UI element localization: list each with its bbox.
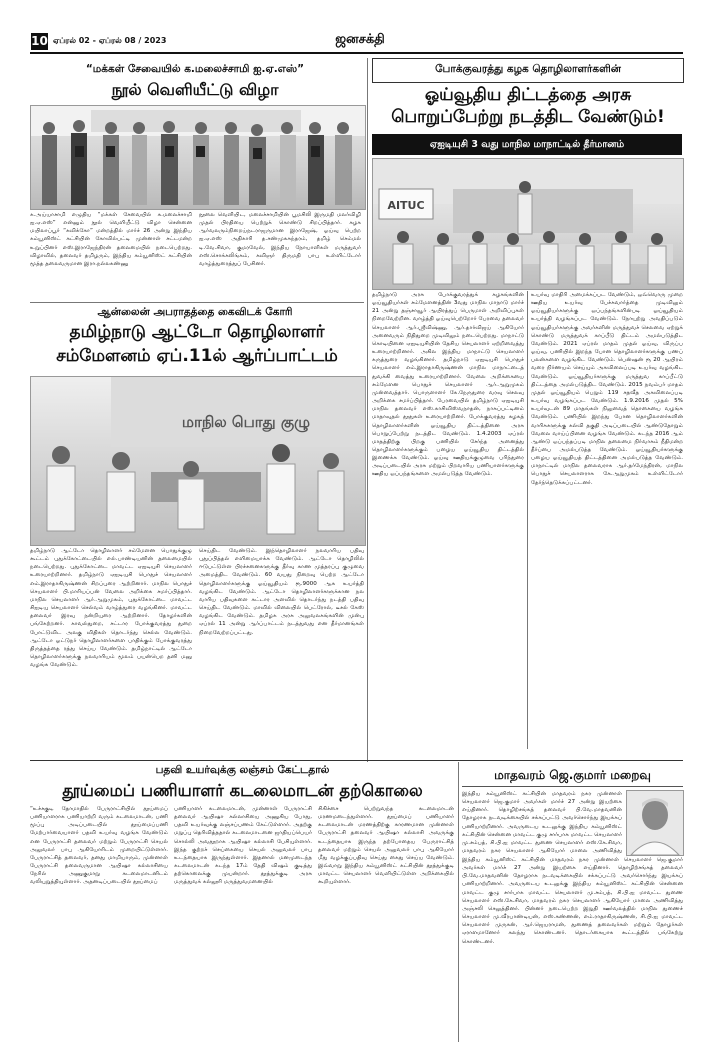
page-number: 10 — [31, 34, 48, 48]
story5-body-continued: இந்திய கம்யூனிஸ்ட் கட்சியின் மாதவரம் நகர முன்னாள் செயலாளர் ஜெ.குமார் அவர்கள் மார்ச் 27 அன்று இயற்கை எய்தினார். தொழிற்சங்கத் தலைவர் பி.வே.மாதவனின் தோழராக நடவடிக்கையில் சக்கப்பட்டு அவர்சொர்ந்து இயக்கப் பணியாற்றினார். அவருடைய உடலுக்கு இந்திய கம்யூனிஸ்ட் கட்சியின் சென்னை மாவட்ட குழு சார்பாக மாவட்ட செயலாளர் மு.சம்பத், சி.பி.ஐ மாவட்ட துணை செயலாளர் எஸ்.கே.சிவா, மாதவரம் நகர செயலாளர் ஆகியோர் மாலை அணிவித்து அஞ்சலி செலுத்தினர். பின்னர் நடைபெற்ற இறுதி ஊர்வலத்தில் மாநில துணைச் செயலாளர் மு.வீரபாண்டியன், எஸ்.கண்ணன், எம்.ராதாகிருஷ்ணன், சி.பி.ஐ மாவட்ட செயலாளர் முருகன், ஆர்.ஜெயராமன், துணைத் தலைவர்கள் மற்றும் தோழர்கள் ஏராளமானோர் கலந்து கொண்டனர். தொடர்கையாக கூட்டத்தில் பங்கேற்று கொண்டனர். — [462, 857, 683, 945]
story4-col3: சிகிச்சை பெற்றுவந்த கடலைமாடன் மரணமடைந்துள்ளார். தூய்மைப் பணியாளர் கடலைமாடன் மரணத்திற்கு காரணமான முன்னாள் பேருராட்சி தலைவர் ஆயிஷா கல்லாசி அவருக்கு உடந்தையாக இருந்த தற்போதைய பேருராட்சித் தலைவர் மற்றும் செயல் அலுவலர் பாபு ஆகியோர் மீது வழக்குப்பதிவு செய்து கைது செய்ய வேண்டும். இவ்வாறு இந்திய கம்யூனிஸ்ட் கட்சியின் தூத்துக்குடி மாவட்ட செயலாளர் வெளியிட்டுள்ள அறிக்கையில் கூறியுள்ளார். — [318, 806, 454, 886]
story2-banner: ஏஐடியுசி 3 வது மாநில மாநாட்டில் தீர்மானம் — [372, 134, 682, 155]
story3-headline-line1: தமிழ்நாடு ஆட்டோ தொழிலாளர் — [69, 322, 325, 342]
story3-headline-line2: சம்மேளனம் ஏப்.11ல் ஆர்ப்பாட்டம் — [56, 346, 338, 366]
conference-photo — [372, 158, 684, 290]
story4-kicker: பதவி உயர்வுக்கு லஞ்சம் கேட்டதால் — [155, 764, 330, 776]
obituary-portrait — [626, 790, 684, 856]
masthead: ஜனசக்தி — [335, 32, 385, 47]
story3-col1: தமிழ்நாடு ஆட்டோ தொழிலாளர் சம்மேளன பொதுக்குழு கூட்டம் புதுக்கோட்டையில் எல்.பாண்டியனின் தலைமையில் நடைபெற்றது. புதுக்கோட்டை மாவட்ட ஏஐடியுசி செயலாளர் உரையாற்றினார். தமிழ்நாடு ஏஐடியுசி பொதுச் செயலாளர் எம்.இராதாகிருஷ்ணன் சிறப்புரை ஆற்றினார். மாநில பொதுச் செயலாளர் பி.மாரியப்பன் வேலை அறிக்கை சமர்ப்பித்தார். மாநில செயலாளர் ஆர்.ஆறுமுகம், புதுக்கோட்டை மாவட்ட சிஐடியு செயலாளர் செல்வம் வாழ்த்துரை வழங்கினர். மாவட்ட தலைவர் இரவு நன்றியுரை ஆற்றினார். தோழர்களின் பங்கேற்றனர். காவல்துறை, சட்டார போக்குவரத்து துறை போட்டுவிட அலகு விதிகள் தொடர்ந்து செல்ல வேண்டும். ஆட்டோ ஓட்டுநர் தொழிலாளர்களை பாதிக்கும் போக்குவரத்து திருத்தத்தை ரத்து செய்ய வேண்டும். தமிழ்நாட்டில் ஆட்டோ தொழிலாளர்களுக்கு நலவாரியம் மூலம் பயன்பெற தனி மனு வழங்க வேண்டும். — [30, 548, 192, 669]
story4-headline: தூய்மைப் பணியாளர் கடலைமாடன் தற்கொலை — [62, 781, 423, 800]
story5-headline: மாதவரம் ஜெ.குமார் மறைவு — [462, 764, 683, 787]
story1-body-left: க.அய்யாசாமி எழுதிய “மக்கள் சேவையில் க.மலைச்சாமி ஐ.ஏ.எஸ்” என்னும் நூல் வெளியீட்டு விழா சென்னை மயிலாப்பூர் “கவிக்கோ” மன்றத்தில் மார்ச் 26 அன்று இந்திய கம்யூனிஸ்ட் கட்சியின் கோவில்பட்டி முன்னாள் சட்டமன்ற உறுப்பினர் எஸ்.இராஜேந்திரன் தலைமையில் நடைபெற்றது. விழாவில், தலைவர் தமிழரும், இந்திய கம்யூனிஸ்ட் கட்சியின் மூத்த தலைவருமான இரா.நல்லகண்ணு — [30, 212, 192, 267]
story3-col2: செய்திட வேண்டும். இந்தொழிலாளர் நலவாரிய பதிவு புதுப்பித்தல் எளிமையாக்க வேண்டும். ஆட்டோ தொழிலில் ஈடுபட்டுள்ள பிரச்சனைகளுக்கு தீர்வு காண முத்தரப்பு குழுவை அமைத்திட வேண்டும். 60 வயது நிறைவு பெற்ற ஆட்டோ தொழிலாளர்களுக்கு ஓய்வூதியம் ரூ.9000 ஆக உயர்த்தி வழங்கிட வேண்டும். ஆட்டோ தொழிலாளர்களுக்கான நல வாரிய பதிவுகளை கட்டார அளவில் தொடர்ந்து நடத்தி பதிவு செய்திட வேண்டும். மாவில் விலையில் பெட்ரோல், டீசல் கேஸ் வழங்கிட வேண்டும். தமிழக அரசு அலுவலகங்களின் முன்பு ஏப்ரல் 11 அன்று ஆர்ப்பாட்டம் நடத்துவது என தீர்மானங்கள் நிறைவேற்றப்பட்டது. — [199, 548, 364, 636]
meeting-banner-text: மாநில பொது குழு — [181, 413, 311, 431]
story5-body: இந்திய கம்யூனிஸ்ட் கட்சியின் மாதவரம் நகர முன்னாள் செயலாளர் ஜெ.குமார் அவர்கள் மார்ச் 27 அன்று இயற்கை எய்தினார். தொழிற்சங்கத் தலைவர் பி.வே.மாதவனின் தோழராக நடவடிக்கையில் சக்கப்பட்டு அவர்சொர்ந்து இயக்கப் பணியாற்றினார். அவருடைய உடலுக்கு இந்திய கம்யூனிஸ்ட் கட்சியின் சென்னை மாவட்ட குழு சார்பாக மாவட்ட செயலாளர் மு.சம்பத், சி.பி.ஐ மாவட்ட துணை செயலாளர் எஸ்.கே.சிவா, மாதவரம் நகர செயலாளர் ஆகியோர் மாலை அணிவித்து — [462, 791, 622, 854]
issue-date: ஏப்ரல் 02 - ஏப்ரல் 08 / 2023 — [53, 36, 167, 45]
story2-headline-line1: ஓய்வூதிய திட்டத்தை அரசு — [424, 85, 632, 105]
auto-workers-meeting-photo — [30, 376, 366, 546]
story1-headline: நூல் வெளியீட்டு விழா — [111, 80, 279, 99]
story1-body-right: நூலை வெளியிட, மலைச்சாமியின் பூமசிலி இருமதி மலர்விழி முதல் பிரதியை பெற்றுக் கொண்டு சிறப்பித்தார். கழக ஆர்வலரும்நிறைய்நடராஜருமான இராஜேஷ், ஓய்வு பெற்ற ஐ.ஏ.எஸ் அதிகாரி த.சண்முகசுந்தரம், தமிழ் செம்மல் டி.வே.சிவா, குமரவேல், இந்திய நோயாளிகள் மருத்துவர் எஸ்.சொக்கலிங்கம், கவிஞர் திருமதி பாபு உள்ளிட்டோர் வாழ்த்துரைத்துப் பேசினர். — [199, 212, 361, 267]
book-release-photo — [30, 105, 366, 210]
story4-col1: “உச்சகுடி தோமாதில் பேருராட்சியில் தூய்மைப் பணியாளராக பணியாற்றி வரும் கடலைமாடன், பணி மூப்பு அடிப்படையில் தூய்மைப்பணி மேற்பார்வையாளர் பதவி உயர்வு வழங்க வேண்டும் என பேருராட்சி தலைவர் மற்றும் பேருராட்சி செயல் அலுவலர் பாபு ஆகியோரிடம் முறையிட்டுள்ளார். பேருராட்சித் தலைவர், தனது மாமியாரும், முன்னாள் பேருராட்சி தலைவருமான ஆயிஷா கல்லாசியை நேரில் அணுகுமாறு கடலைமாடனிடம் வலியுறுத்தியுள்ளார். அதனடிப்படையில் தூய்மைப் — [30, 806, 168, 886]
story1-kicker: “மக்கள் சேவையில் க.மலைச்சாமி ஐ.ஏ.எஸ்” — [85, 63, 305, 75]
aituc-sign: AITUC — [387, 199, 425, 212]
story3-kicker: ஆன்லைன் அபராதத்தை கைவிடக் கோரி — [97, 306, 293, 318]
story2-col1: தமிழ்நாடு அரசு போக்குவரத்துக் கழகங்களின் ஓய்வூதியர்கள் சம்மேளனத்தின் 3வது மாநில மாநாடு மார்ச் 21 அன்று தஞ்சாவூர் ஆயிரத்துப் பெருமாள் அறிவிப்புகள் நிறைவேற்றின. வாழ்த்தி ஓய்வுபெற்றோர் பேரவை தலைவர் செயலாளர் ஆர்.ஸ்ரீவிஷ்ணு, ஆர்.தார்விஜய் ஆகியோர் அனைவரும் நிதிதுறை முடிவிலும் நடைபெற்றது. மாநாட்டு கொடியினை ஏஐடியுசியின் தேசிய செயலாளர் ஏற்றிவைத்து உரையாற்றினார். அகில இந்திய மாநாட்டு செயலாளர் கருத்துரை வழங்கினார். தமிழ்நாடு ஏஐடியுசி பொதுச் செயலாளர் எம்.இராதாகிருஷ்ணன் மாநில மாநாட்டைத் துவக்கி வைத்து உரையாற்றினார். வேலை அறிக்கையை சம்மேளன பொதுச் செயலாளர் ஆர்.ஆறுமுகம் முன்வைத்தார். பொருளாளர் கே.நேருதுரை வரவு செலவு அறிக்கை சமர்ப்பித்தார். பேரவையில் தமிழ்நாடு ஏஐடியுசி மாநில தலைவர் எஸ்.காசிவிஸ்வநாதன், நாகப்பட்டினம் மாதாவுதல் தூதுகள் உரையாற்றினர். போக்குவரத்து கழகத் தொழிலாளர்களின் ஓய்வூதிய திட்டத்தினை அரசு பொறுப்பேற்று நடத்திட வேண்டும். 1.4.2003 ஏப்ரல் மாதத்திற்கு பிறகு பணியில் சேர்ந்த அனைத்து தொழிலாளர்களுக்கும் பழைய ஓய்வூதிய திட்டத்தில் இணைக்க வேண்டும். ஓய்வு ஊதியக்குழுவை பரிந்துரை அடிப்படையில் அரசு மற்றும் பிறவாரிய பணியாளர்களுக்கு ஊதிய ஒப்பந்தங்களை அமல்படுத்த வேண்டும். — [372, 292, 524, 478]
story2-headline-line2: பொறுப்பேற்று நடத்திட வேண்டும்! — [391, 107, 665, 127]
story2-kicker: போக்குவரத்து கழக தொழிலாளர்களின் — [435, 63, 621, 75]
story2-col2: உயர்வு மாதிரி அமைக்கப்பட வேண்டும், ஒவ்வொரு முறை ஊதிய உயர்வு பேச்சுவார்த்தை முடிவிலும் ஓய்வூதியர்களுக்கு ஒப்பந்தங்களின்படி ஓய்வூதியம் உயர்த்தி வழங்கப்பட வேண்டும். நோயுற்று அவதிப்படும் ஓய்வூதியர்களுக்கு அவர்களின் மருத்துவச் செலவை ஏற்றுக் கொண்டு மருத்துவக் காப்பீடு திட்டம் அமல்படுத்திட வேண்டும். 2021 ஏப்ரல் மாதம் முதல் ஓய்வு, விருப்ப ஓய்வு, பணியில் இறந்த போன தொழிலாளர்களுக்கு பணப் பலன்களை வழங்கிட வேண்டும். பென்ஷன் ரூ 20 ஆயிரம் வரை நிர்ணயம் செய்யும் அகவிலைப்படி உயர்வு வழங்கிட வேண்டும். ஓய்வூதியர்களுக்கு மருத்துவ காப்பீட்டு திட்டத்தை அமல்படுத்திட வேண்டும். 2015 நவம்பர் மாதம் முதல் ஓய்வூதியம் பெறும் 119 சதவீத அகவிலைப்படி உயர்வு வழங்கப்பட வேண்டும். 1.9.2016 முதல் 5% உயர்வுடன் 89 மாதங்கள் நிலுவைத் தொகையை வழங்க வேண்டும். பணியில் இறந்து போன தொழிலாளர்களின் வாரிசுகளுக்கு கல்வி தகுதி அடிப்படையில் ஆண்டுதோறும் வேலை வாய்ப்பினை வழங்க வேண்டும். கடந்த 2016 ஆம் ஆண்டு ஒப்பந்தப்படி மாநில தலைமை நிர்வாகம் நீதிமன்ற தீர்ப்பை அமல்படுத்த வேண்டும். ஓய்வூதியர்களுக்கு பழைய ஓய்வூதியத் திட்டத்தினை அமல்படுத்த வேண்டும். மாநாட்டில் மாநில தலைவராக ஆர்.தர்மேந்திரன், மாநில பொதுச் செயலாளராக கே.ஆறுமுகம் உள்ளிட்டோர் தேர்ந்தெடுக்கப்பட்டனர். — [531, 292, 683, 486]
story4-col2: பணியாளர் கடலைமாடன், முன்னாள் பேருராட்சி தலைவர் ஆயிஷா கல்லாசியை அணுகிய போது, பதவி உயர்வுக்கு லஞ்சப்பணம் கேட்டுள்ளார். அதற்கு மறுப்பு தெரிவித்ததால் கடலைமாடனை ஜாதியப்பெயர் சொல்லி அவதூறாக ஆயிஷா கல்லாசி பேசியுள்ளார். இந்த குற்றச் செய்கையை செயல் அலுவலர் பாபு உடந்தையாக இருந்துள்ளார். இதனால் மனமுடைந்த கடலைமாடன் கடந்த 17ம் தேதி விஷம் குடித்து தற்கொலைக்கு முயன்றார். தூத்துக்குடி அரசு மருத்துவக் கல்லூரி மருத்துவமனையில் — [174, 806, 312, 886]
